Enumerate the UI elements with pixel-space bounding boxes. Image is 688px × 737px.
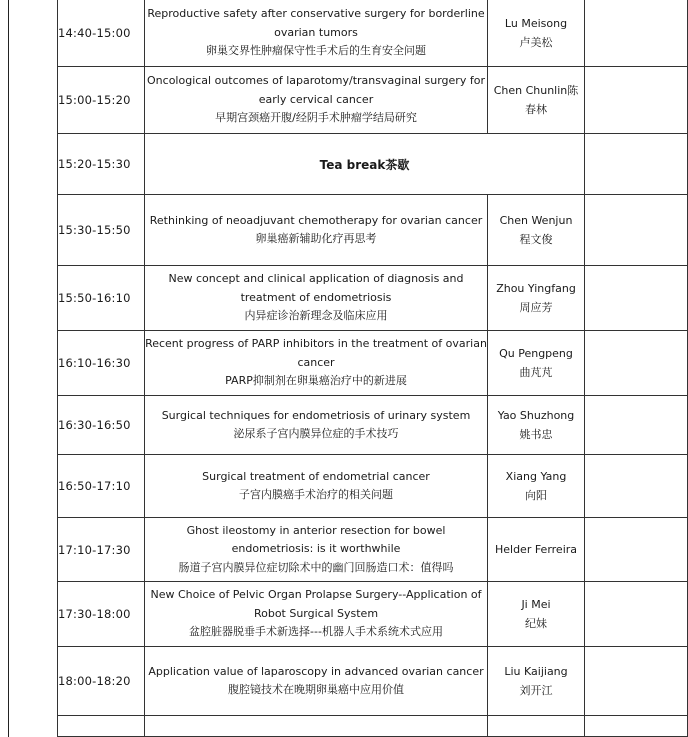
speaker-english: Helder Ferreira bbox=[494, 543, 578, 556]
speaker-chinese: 纪妹 bbox=[525, 617, 547, 630]
empty-cell bbox=[585, 455, 688, 518]
table-row bbox=[58, 134, 688, 195]
empty-cell bbox=[145, 716, 488, 737]
speaker-chinese: 姚书忠 bbox=[519, 428, 553, 441]
topic-chinese: PARP抑制剂在卵巢癌治疗中的新进展 bbox=[225, 374, 407, 388]
session-time: 15:20-15:30 bbox=[58, 134, 145, 195]
table-row bbox=[58, 0, 688, 67]
session-time: 15:30-15:50 bbox=[58, 195, 145, 266]
speaker-english: Xiang Yang bbox=[505, 470, 567, 483]
speaker-english: Chen Chunlin陈 bbox=[493, 84, 579, 97]
topic-chinese: 子宫内膜癌手术治疗的相关问题 bbox=[239, 488, 393, 501]
session-topic bbox=[145, 455, 488, 518]
session-topic bbox=[145, 195, 488, 266]
session-speaker bbox=[488, 0, 585, 67]
empty-cell bbox=[585, 134, 688, 195]
session-time: 15:00-15:20 bbox=[58, 67, 145, 134]
empty-cell bbox=[585, 67, 688, 134]
empty-cell bbox=[488, 716, 585, 737]
table-row bbox=[58, 582, 688, 647]
speaker-english: Ji Mei bbox=[521, 598, 551, 611]
empty-cell bbox=[585, 195, 688, 266]
empty-cell bbox=[585, 0, 688, 67]
session-topic bbox=[145, 0, 488, 67]
speaker-english: Chen Wenjun bbox=[499, 214, 573, 227]
session-topic bbox=[145, 647, 488, 716]
topic-english: New concept and clinical application of diagnosis and treatment of endometriosis bbox=[168, 272, 464, 304]
session-time: 16:50-17:10 bbox=[58, 455, 145, 518]
table-row bbox=[58, 396, 688, 455]
session-speaker bbox=[488, 455, 585, 518]
topic-english: Recent progress of PARP inhibitors in the treatment of ovarian cancer bbox=[145, 337, 487, 369]
session-time: 14:40-15:00 bbox=[58, 0, 145, 67]
table-row bbox=[58, 455, 688, 518]
empty-cell bbox=[585, 647, 688, 716]
session-time: 16:10-16:30 bbox=[58, 331, 145, 396]
session-speaker bbox=[488, 647, 585, 716]
session-topic bbox=[145, 67, 488, 134]
speaker-chinese: 卢美松 bbox=[519, 36, 553, 49]
empty-cell bbox=[58, 716, 145, 737]
topic-chinese: 肠道子宫内膜异位症切除术中的幽门回肠造口术：值得吗 bbox=[178, 560, 454, 574]
session-time: 17:10-17:30 bbox=[58, 518, 145, 582]
topic-chinese: 盆腔脏器脱垂手术新选择---机器人手术系统术式应用 bbox=[189, 625, 443, 639]
topic-chinese: 卵巢交界性肿瘤保守性手术后的生育安全问题 bbox=[206, 44, 426, 58]
session-speaker bbox=[488, 518, 585, 582]
table-row bbox=[58, 518, 688, 582]
session-topic bbox=[145, 266, 488, 331]
topic-chinese: 内异症诊治新理念及临床应用 bbox=[244, 309, 388, 323]
table-row bbox=[58, 647, 688, 716]
session-time: 15:50-16:10 bbox=[58, 266, 145, 331]
table-row bbox=[58, 266, 688, 331]
topic-english: Surgical techniques for endometriosis of urinary system bbox=[161, 408, 471, 422]
session-topic bbox=[145, 396, 488, 455]
speaker-chinese: 春林 bbox=[525, 103, 547, 116]
tea-break-label: Tea break茶歇 bbox=[145, 134, 585, 195]
empty-cell bbox=[585, 518, 688, 582]
session-topic bbox=[145, 331, 488, 396]
speaker-english: Lu Meisong bbox=[504, 17, 568, 30]
topic-english: New Choice of Pelvic Organ Prolapse Surgery--Application of Robot Surgical System bbox=[150, 588, 482, 620]
table-row bbox=[58, 67, 688, 134]
table-row bbox=[58, 331, 688, 396]
topic-chinese: 泌尿系子宫内膜异位症的手术技巧 bbox=[233, 427, 399, 440]
topic-english: Surgical treatment of endometrial cancer bbox=[202, 469, 430, 483]
session-speaker bbox=[488, 266, 585, 331]
session-speaker bbox=[488, 396, 585, 455]
speaker-english: Zhou Yingfang bbox=[496, 282, 576, 295]
topic-english: Ghost ileostomy in anterior resection for bowel endometriosis: is it worthwhile bbox=[186, 523, 446, 556]
speaker-english: Liu Kaijiang bbox=[504, 665, 568, 678]
table-row bbox=[58, 716, 688, 737]
table-row bbox=[58, 195, 688, 266]
session-topic bbox=[145, 582, 488, 647]
session-speaker bbox=[488, 331, 585, 396]
session-time: 17:30-18:00 bbox=[58, 582, 145, 647]
empty-cell bbox=[585, 716, 688, 737]
speaker-chinese: 刘开江 bbox=[519, 684, 553, 697]
schedule-table bbox=[57, 0, 688, 737]
session-speaker bbox=[488, 195, 585, 266]
topic-english: Application value of laparoscopy in advanced ovarian cancer bbox=[148, 664, 484, 678]
speaker-chinese: 周应芳 bbox=[519, 301, 553, 314]
topic-english: Oncological outcomes of laparotomy/transvaginal surgery for early cervical cancer bbox=[147, 74, 485, 106]
topic-chinese: 腹腔镜技术在晚期卵巢癌中应用价值 bbox=[228, 683, 404, 696]
speaker-chinese: 曲芃芃 bbox=[519, 366, 553, 379]
empty-cell bbox=[585, 582, 688, 647]
topic-chinese: 卵巢癌新辅助化疗再思考 bbox=[255, 232, 377, 245]
session-topic bbox=[145, 518, 488, 582]
topic-chinese: 早期宫颈癌开腹/经阴手术肿瘤学结局研究 bbox=[215, 111, 417, 125]
session-time: 16:30-16:50 bbox=[58, 396, 145, 455]
speaker-chinese: 程文俊 bbox=[519, 233, 553, 246]
empty-cell bbox=[585, 396, 688, 455]
session-speaker bbox=[488, 67, 585, 134]
session-speaker bbox=[488, 582, 585, 647]
empty-cell bbox=[585, 331, 688, 396]
session-time: 18:00-18:20 bbox=[58, 647, 145, 716]
speaker-english: Yao Shuzhong bbox=[497, 409, 575, 422]
speaker-chinese: 向阳 bbox=[525, 489, 547, 502]
topic-english: Rethinking of neoadjuvant chemotherapy for ovarian cancer bbox=[149, 213, 483, 227]
empty-cell bbox=[585, 266, 688, 331]
page-border bbox=[8, 0, 9, 737]
speaker-english: Qu Pengpeng bbox=[499, 347, 573, 360]
topic-english: Reproductive safety after conservative surgery for borderline ovarian tumors bbox=[147, 7, 485, 39]
